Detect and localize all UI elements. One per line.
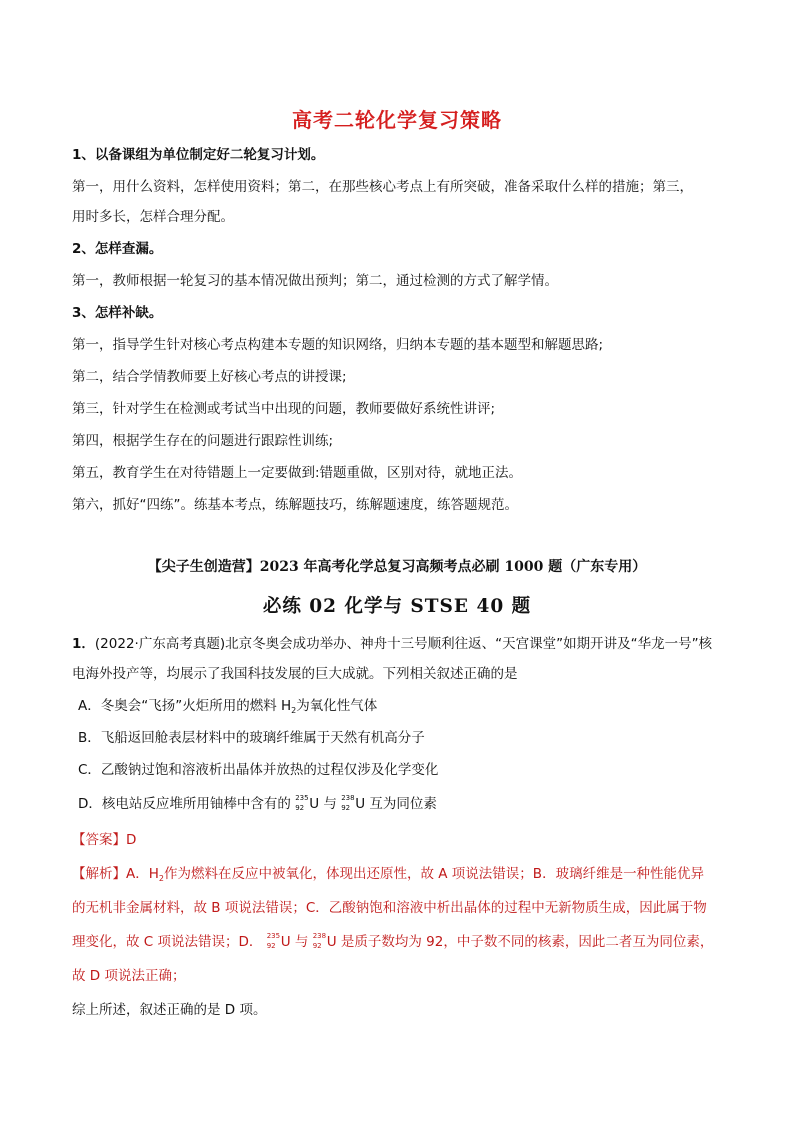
- list-item: 第三，针对学生在检测或考试当中出现的问题，教师要做好系统性讲评;: [72, 401, 496, 417]
- nuclide-u238: [341, 794, 355, 812]
- explanation-text: 【解析】A．H: [72, 866, 159, 882]
- explanation-line-3: [72, 932, 713, 952]
- mass-number: 238: [312, 932, 327, 940]
- list-item: 第五，教育学生在对待错题上一定要做到:错题重做，区别对待，就地正法。: [72, 465, 523, 481]
- option-d-mid: U 与: [309, 796, 337, 812]
- question-text: (2022·广东高考真题)北京冬奥会成功举办、神舟十三号顺利往返、“天宫课堂”如期开讲及“华龙一号”核: [94, 636, 713, 652]
- list-item: 第二，结合学情教师要上好核心考点的讲授课;: [72, 369, 347, 385]
- option-a-text-end: 为氧化性气体: [296, 698, 378, 714]
- option-b: B．飞船返回舱表层材料中的玻璃纤维属于天然有机高分子: [78, 730, 425, 746]
- option-d-text: D．核电站反应堆所用铀棒中含有的: [78, 796, 291, 812]
- paragraph-1-line-2: 用时多长，怎样合理分配。: [72, 209, 234, 225]
- mass-number: 235: [295, 794, 309, 802]
- question-1-line-1: [72, 634, 712, 654]
- option-a: [78, 696, 377, 721]
- exam-subtitle: 必练 02 化学与 STSE 40 题: [262, 596, 532, 617]
- explanation-line-5: 综上所述，叙述正确的是 D 项。: [72, 1002, 267, 1018]
- atomic-number: 92: [266, 942, 276, 950]
- section-heading-1: 1、以备课组为单位制定好二轮复习计划。: [72, 147, 325, 163]
- atomic-number: 92: [312, 942, 322, 950]
- option-d-text-end: U 互为同位素: [355, 796, 437, 812]
- paragraph-1-line-1: 第一，用什么资料，怎样使用资料；第二，在那些核心考点上有所突破，准备采取什么样的措施；第三，: [72, 179, 693, 195]
- option-d: [78, 794, 437, 814]
- mass-number: 235: [266, 932, 281, 940]
- nuclide-u238: [313, 932, 327, 950]
- mass-number: 238: [341, 794, 355, 802]
- section-heading-2: 2、怎样查漏。: [72, 241, 163, 257]
- atomic-number: 92: [295, 804, 305, 812]
- explanation-text: 理变化，故 C 项说法错误；D．: [72, 934, 263, 950]
- subscript: 2: [291, 706, 297, 715]
- paragraph-2: 第一，教师根据一轮复习的基本情况做出预判；第二，通过检测的方式了解学情。: [72, 273, 558, 289]
- nuclide-u235: [267, 932, 281, 950]
- list-item: 第四，根据学生存在的问题进行跟踪性训练;: [72, 433, 334, 449]
- section-heading-3: 3、怎样补缺。: [72, 305, 163, 321]
- nuclide-u235: [295, 794, 309, 812]
- list-item: 第一，指导学生针对核心考点构建本专题的知识网络，归纳本专题的基本题型和解题思路;: [72, 337, 604, 353]
- explanation-line-2: 的无机非金属材料，故 B 项说法错误；C．乙酸钠饱和溶液中析出晶体的过程中无新物质生成，因此属于物: [72, 900, 707, 916]
- subscript: 2: [158, 874, 164, 883]
- explanation-line-4: 故 D 项说法正确；: [72, 968, 186, 984]
- page-title: 高考二轮化学复习策略: [292, 108, 502, 132]
- explanation-line-1: [72, 864, 704, 889]
- explanation-text-end: U 是质子数均为 92，中子数不同的核素，因此二者互为同位素，: [326, 934, 714, 950]
- list-item: 第六，抓好“四练”。练基本考点，练解题技巧，练解题速度，练答题规范。: [72, 497, 518, 513]
- question-number: 1．: [72, 636, 95, 652]
- option-a-text: A．冬奥会“飞扬”火炬所用的燃料 H: [78, 698, 292, 714]
- question-1-line-2: 电海外投产等，均展示了我国科技发展的巨大成就。下列相关叙述正确的是: [72, 666, 518, 682]
- explanation-text-end: 作为燃料在反应中被氧化，体现出还原性，故 A 项说法错误；B．玻璃纤维是一种性能优异: [163, 866, 705, 882]
- explanation-mid: U 与: [280, 934, 309, 950]
- answer-label: 【答案】D: [72, 832, 137, 848]
- atomic-number: 92: [341, 804, 351, 812]
- exam-banner: 【尖子生创造营】2023 年高考化学总复习高频考点必刷 1000 题（广东专用）: [147, 559, 647, 575]
- option-c: C．乙酸钠过饱和溶液析出晶体并放热的过程仅涉及化学变化: [78, 762, 439, 778]
